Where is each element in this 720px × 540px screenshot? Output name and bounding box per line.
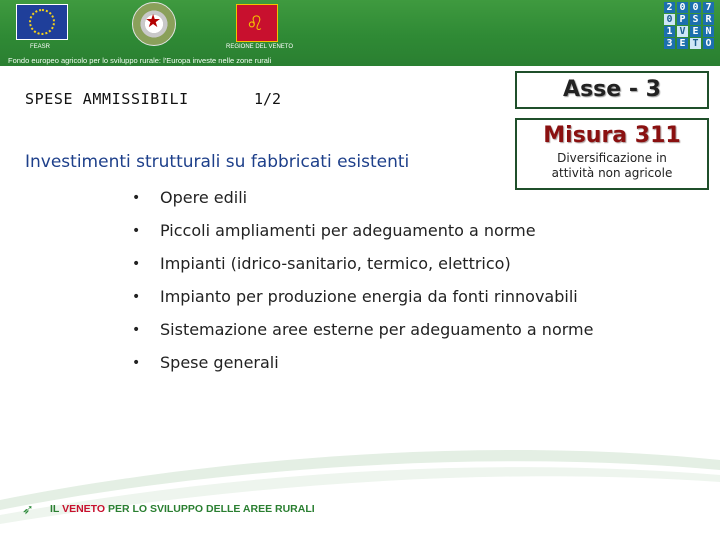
list-item xyxy=(132,250,593,283)
footer-slogan xyxy=(50,503,315,515)
asse-box xyxy=(515,71,709,109)
psr-cell: N xyxy=(703,26,714,37)
eu-stars-icon xyxy=(29,9,55,35)
psr-cell: 0 xyxy=(690,2,701,13)
psr-cell: V xyxy=(677,26,688,37)
bullet-icon: • xyxy=(132,289,141,305)
header-banner xyxy=(0,0,720,66)
footer-swoosh-decoration xyxy=(0,440,720,540)
footer-arrow-icon: ➶ xyxy=(22,502,34,518)
bullet-icon: • xyxy=(132,190,141,206)
psr-cell: 0 xyxy=(664,14,675,25)
list-item xyxy=(132,184,593,217)
psr-cell: 2 xyxy=(664,2,675,13)
misura-description-line2: attività non agricole xyxy=(551,166,673,180)
bullet-icon: • xyxy=(132,355,141,371)
star-icon: ★ xyxy=(145,11,162,32)
list-item-text: Opere edili xyxy=(160,188,248,207)
psr-cell: P xyxy=(677,14,688,25)
psr-cell: 0 xyxy=(677,2,688,13)
psr-cell: S xyxy=(690,14,701,25)
section-subtitle: Investimenti strutturali su fabbricati esistenti xyxy=(25,152,410,172)
feasr-label: FEASR xyxy=(30,44,51,50)
expense-list xyxy=(132,184,593,382)
list-item-text: Piccoli ampliamenti per adeguamento a norme xyxy=(160,221,536,240)
footer-veneto: VENETO xyxy=(62,503,106,515)
list-item-text: Sistemazione aree esterne per adeguamento a norme xyxy=(160,320,594,339)
misura-box xyxy=(515,118,709,190)
list-item xyxy=(132,349,593,382)
list-item-text: Spese generali xyxy=(160,353,279,372)
list-item xyxy=(132,217,593,250)
bullet-icon: • xyxy=(132,256,141,272)
list-item-text: Impianti (idrico-sanitario, termico, elettrico) xyxy=(160,254,511,273)
lion-icon: ♌ xyxy=(246,11,264,35)
psr-cell: E xyxy=(677,38,688,49)
italian-republic-emblem-icon xyxy=(132,2,176,46)
slide-title: SPESE AMMISSIBILI xyxy=(25,90,189,108)
asse-label: Asse - 3 xyxy=(563,77,661,102)
bullet-icon: • xyxy=(132,223,141,239)
page-indicator: 1/2 xyxy=(254,90,282,108)
footer-prefix: IL xyxy=(50,503,63,515)
veneto-lion-icon xyxy=(236,4,278,42)
psr-cell: E xyxy=(690,26,701,37)
misura-description-line1: Diversificazione in xyxy=(557,151,667,165)
list-item xyxy=(132,283,593,316)
psr-cell: 1 xyxy=(664,26,675,37)
list-item-text: Impianto per produzione energia da fonti rinnovabili xyxy=(160,287,578,306)
footer-rest: PER LO SVILUPPO DELLE AREE RURALI xyxy=(105,503,315,515)
psr-cell: 7 xyxy=(703,2,714,13)
fund-tagline: Fondo europeo agricolo per lo sviluppo rurale: l'Europa investe nelle zone rurali xyxy=(8,56,272,65)
psr-cell: R xyxy=(703,14,714,25)
list-item xyxy=(132,316,593,349)
misura-title: Misura 311 xyxy=(543,123,681,148)
bullet-icon: • xyxy=(132,322,141,338)
eu-flag-icon xyxy=(16,4,68,40)
psr-2007-2013-logo xyxy=(664,2,716,50)
regione-label: REGIONE DEL VENETO xyxy=(226,44,294,50)
psr-cell: O xyxy=(703,38,714,49)
psr-cell: 3 xyxy=(664,38,675,49)
psr-cell: T xyxy=(690,38,701,49)
